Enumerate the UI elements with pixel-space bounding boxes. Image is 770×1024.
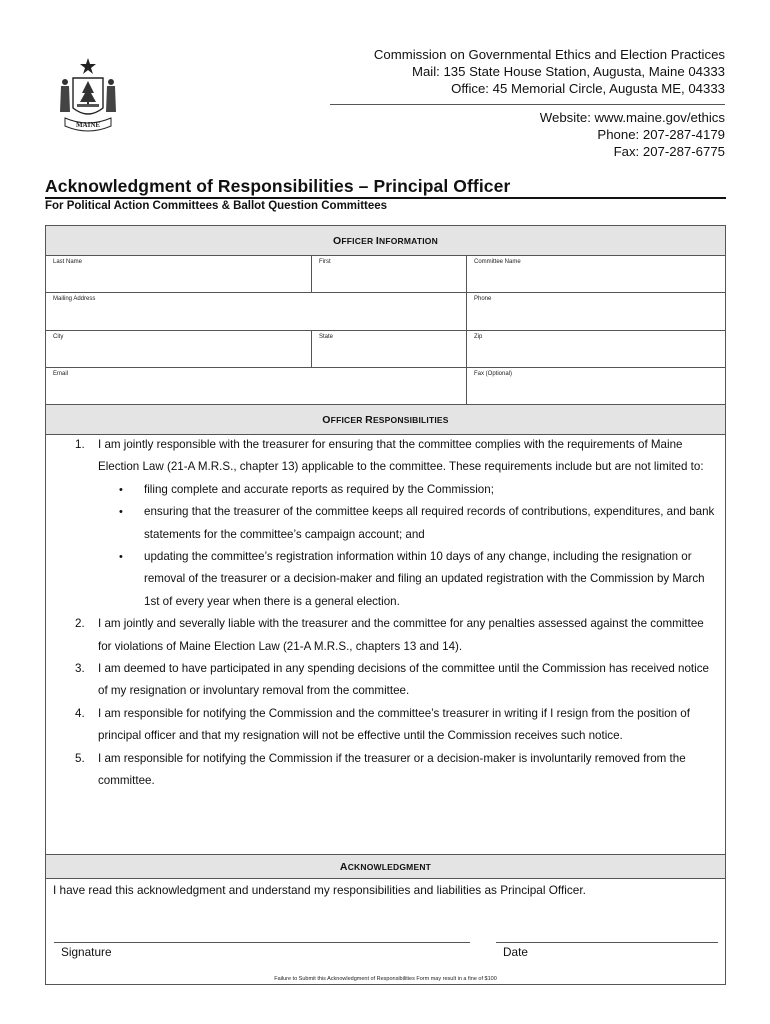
list-item: 1. I am jointly responsible with the treasurer for ensuring that the committee complies with the requirements of Maine Election Law (21-A M.R.S., chapter 13) applicable to the committee. These requirements include but are not limited to: [75, 438, 704, 474]
acknowledgment-heading: ACKNOWLEDGMENT [46, 854, 725, 879]
phone-text: Phone: 207-287-4179 [597, 127, 725, 142]
seal-banner-text: MAINE [75, 121, 101, 129]
list-item: 5. I am responsible for notifying the Commission if the treasurer or a decision-maker is involuntarily removed from the committee. [75, 751, 686, 788]
mailing-address-field[interactable]: Mailing Address [46, 293, 467, 331]
signature-line[interactable] [54, 942, 470, 943]
fax-field[interactable]: Fax (Optional) [467, 368, 725, 405]
fine-footnote: Failure to Submit this Acknowledgment of Responsibilities Form may result in a fine of $100 [274, 976, 497, 982]
office-address: Office: 45 Memorial Circle, Augusta ME, 04333 [451, 81, 725, 96]
first-name-field[interactable]: First [312, 256, 467, 293]
form-title: Acknowledgment of Responsibilities – Principal Officer [45, 176, 511, 196]
agency-contact-header [330, 46, 725, 160]
date-label: Date [503, 945, 528, 959]
website-text: Website: www.maine.gov/ethics [539, 110, 725, 125]
agency-name: Commission on Governmental Ethics and Election Practices [373, 47, 725, 62]
list-item: 3. I am deemed to have participated in any spending decisions of the committee until the Commission has received notice of my resignation or involuntary removal from the committee. [75, 662, 709, 698]
officer-information-heading: OFFICER INFORMATION [46, 226, 725, 256]
form-subtitle: For Political Action Committees & Ballot Question Committees [45, 200, 388, 212]
committee-name-field[interactable]: Committee Name [467, 256, 725, 293]
signature-label: Signature [61, 945, 112, 959]
state-field[interactable]: State [312, 331, 467, 368]
phone-field[interactable]: Phone [467, 293, 725, 331]
date-line[interactable] [496, 942, 718, 943]
maine-seal-logo [55, 56, 121, 136]
bullet-item: • updating the committee’s registration information within 10 days of any change, including the resignation or removal of the treasurer or a decision-maker and filing an updated registration with the Commission by March 1st of every year when there is a general election. [119, 550, 705, 608]
acknowledgment-statement: I have read this acknowledgment and understand my responsibilities and liabilities as Principal Officer. [53, 883, 586, 897]
fax-text: Fax: 207-287-6775 [613, 144, 725, 159]
title-underline [45, 197, 726, 199]
header-divider [330, 104, 725, 105]
city-field[interactable]: City [46, 331, 312, 368]
list-item: 2. I am jointly and severally liable with the treasurer and the committee for any penalties assessed against the committee for violations of Maine Election Law (21-A M.R.S., chapters 13 and 14). [75, 617, 704, 653]
list-item: 4. I am responsible for notifying the Commission and the committee’s treasurer in writing if I resign from the position of principal officer and that my resignation will not be effective until the Commission receives such notice. [75, 706, 690, 743]
bullet-item: • ensuring that the treasurer of the committee keeps all required records of contributions, expenditures, and bank statements for the committee’s campaign account; and [119, 505, 715, 541]
email-field[interactable]: Email [46, 368, 467, 405]
last-name-field[interactable]: Last Name [46, 256, 312, 293]
zip-field[interactable]: Zip [467, 331, 725, 368]
responsibilities-list [46, 434, 725, 793]
officer-responsibilities-heading: OFFICER RESPONSIBILITIES [46, 405, 725, 435]
bullet-item: • filing complete and accurate reports as required by the Commission; [119, 482, 494, 496]
form-container [45, 225, 726, 985]
mail-address: Mail: 135 State House Station, Augusta, Maine 04333 [411, 64, 725, 79]
